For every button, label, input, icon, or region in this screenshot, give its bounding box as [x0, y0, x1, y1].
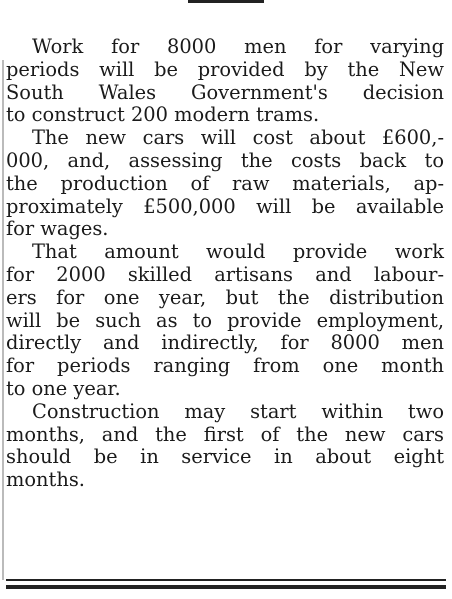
article-paragraph [6, 401, 444, 492]
article-paragraph [6, 241, 444, 401]
article-line: months. [6, 468, 85, 492]
article-line: Work for 8000 men for varying [32, 35, 444, 58]
article-line: will be such as to provide employment, [6, 308, 444, 332]
article-line: months, and the first of the new cars [6, 422, 444, 446]
article-line: the production of raw materials, ap- [6, 171, 444, 195]
article-paragraph [6, 36, 444, 127]
top-column-rule [188, 0, 264, 3]
article-line: should be in service in about eight [6, 445, 444, 469]
article-line: directly and indirectly, for 8000 men [6, 331, 444, 355]
bottom-rule [6, 579, 446, 581]
article-line: for 2000 skilled artisans and labour- [6, 262, 444, 286]
column-left-edge [2, 60, 4, 580]
article-line: to construct 200 modern trams. [6, 103, 320, 127]
article-paragraph [6, 127, 444, 241]
article-line: periods will be provided by the New [6, 57, 444, 81]
article-line: The new cars will cost about £600,- [32, 126, 444, 150]
article-line: for periods ranging from one month [6, 354, 444, 378]
article-line: for wages. [6, 217, 109, 241]
bottom-rule-heavy [6, 585, 446, 589]
article-line: proximately £500,000 will be available [6, 194, 444, 218]
article-line: to one year. [6, 376, 121, 400]
article-line: ers for one year, but the distribution [6, 285, 444, 309]
article-line: 000, and, assessing the costs back to [6, 148, 444, 172]
article-line: That amount would provide work [32, 240, 444, 264]
news-article [6, 36, 444, 492]
article-line: South Wales Government's decision [6, 80, 444, 104]
article-line: Construction may start within two [32, 399, 444, 423]
